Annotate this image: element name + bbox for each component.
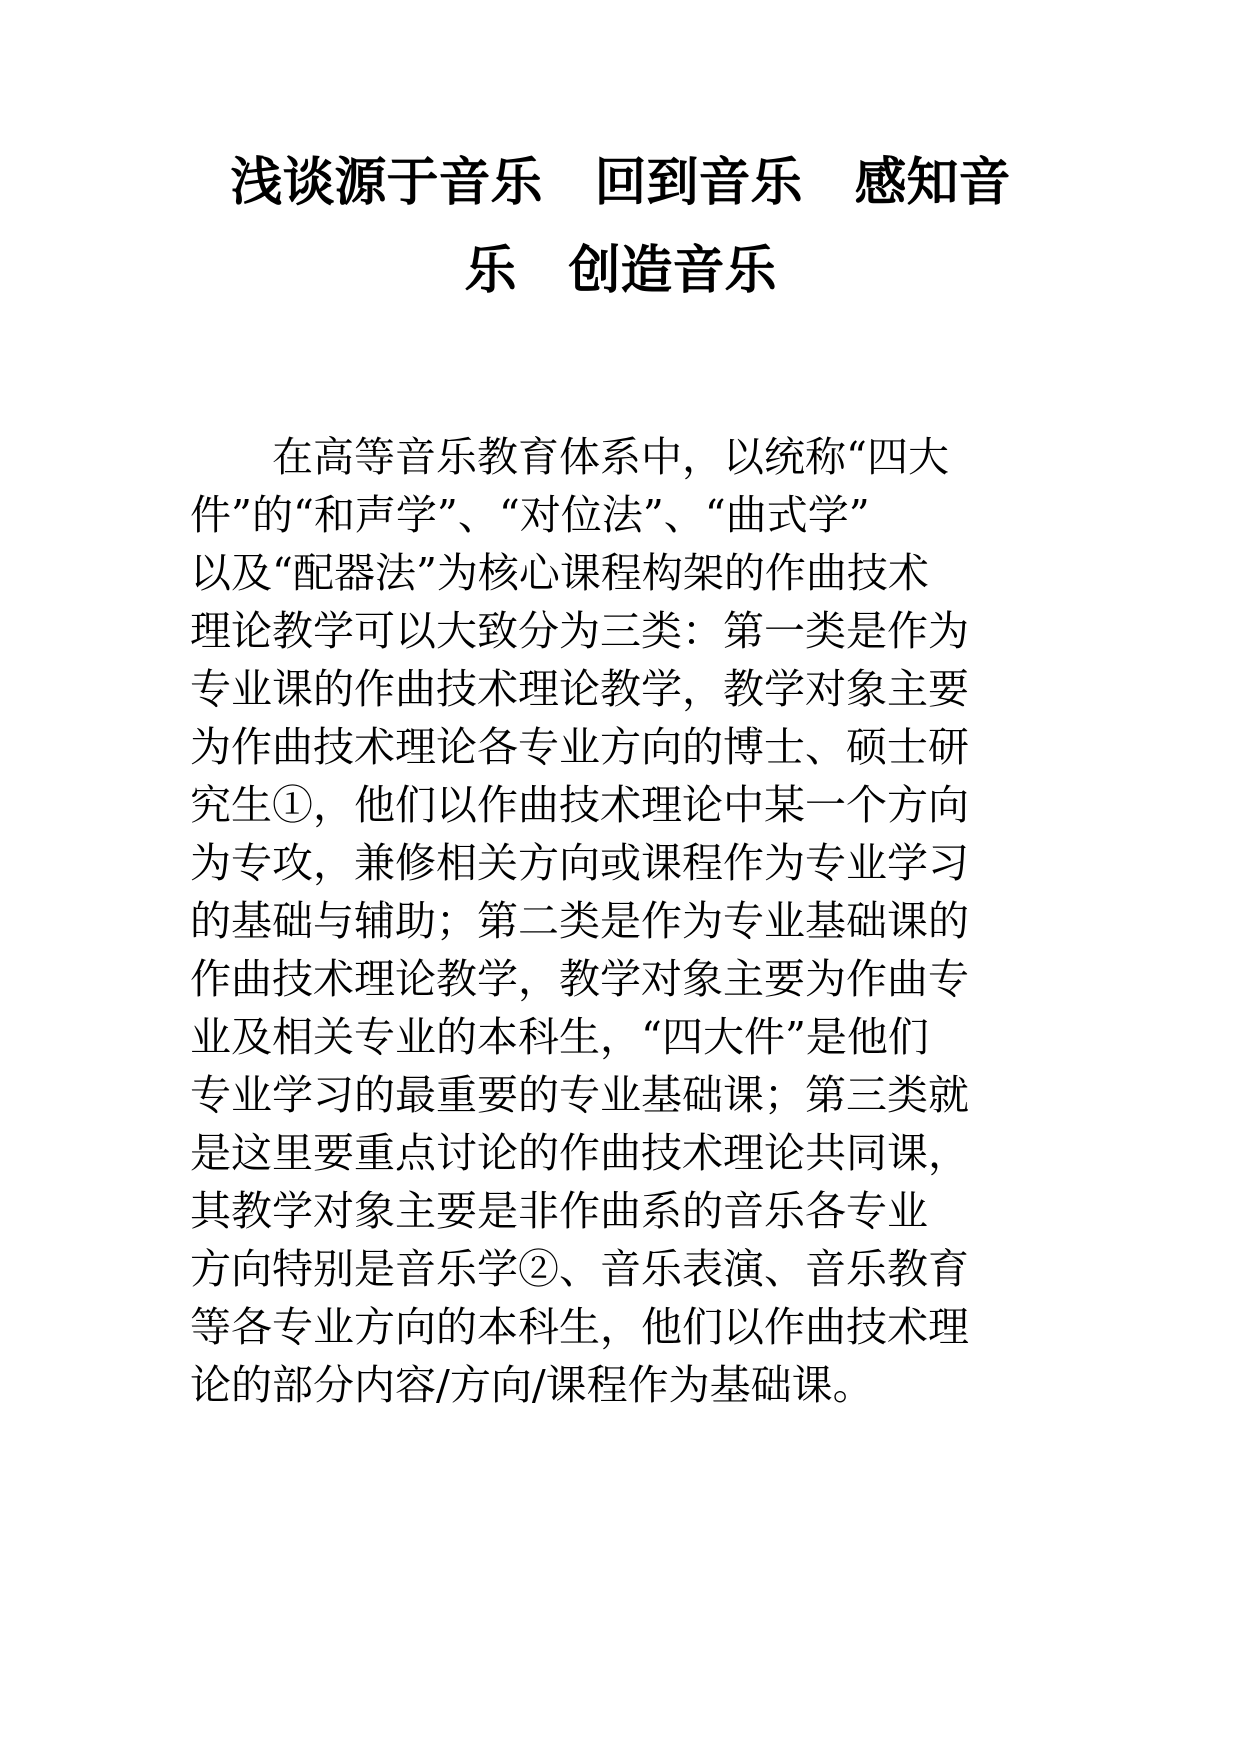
paragraph-line: 其教学对象主要是非作曲系的音乐各专业 [190, 1187, 928, 1235]
paragraph-line: 是这里要重点讨论的作曲技术理论共同课， [190, 1129, 969, 1177]
document-title-line-2: 乐 创造音乐 [464, 241, 777, 301]
paragraph-line: 等各专业方向的本科生，他们以作曲技术理 [190, 1303, 969, 1351]
document-title-line-1: 浅谈源于音乐 回到音乐 感知音 [230, 153, 1011, 213]
paragraph-line: 件”的“和声学”、“对位法”、“曲式学” [190, 491, 870, 539]
paragraph-line: 在高等音乐教育体系中，以统称“四大 [190, 433, 949, 481]
paragraph-line: 作曲技术理论教学，教学对象主要为作曲专 [190, 955, 969, 1003]
paragraph-line: 以及“配器法”为核心课程构架的作曲技术 [190, 549, 929, 597]
paragraph-line: 为作曲技术理论各专业方向的博士、硕士研 [190, 723, 969, 771]
paragraph-line: 专业学习的最重要的专业基础课；第三类就 [190, 1071, 969, 1119]
paragraph-line: 理论教学可以大致分为三类：第一类是作为 [190, 607, 969, 655]
paragraph-line: 究生①，他们以作曲技术理论中某一个方向 [190, 781, 969, 829]
paragraph-line: 为专攻，兼修相关方向或课程作为专业学习 [190, 839, 969, 887]
paragraph-line: 论的部分内容/方向/课程作为基础课。 [190, 1361, 874, 1409]
paragraph-line: 业及相关专业的本科生，“四大件”是他们 [190, 1013, 929, 1061]
paragraph-line: 的基础与辅助；第二类是作为专业基础课的 [190, 897, 969, 945]
paragraph-line: 方向特别是音乐学②、音乐表演、音乐教育 [190, 1245, 969, 1293]
paragraph-line: 专业课的作曲技术理论教学，教学对象主要 [190, 665, 969, 713]
